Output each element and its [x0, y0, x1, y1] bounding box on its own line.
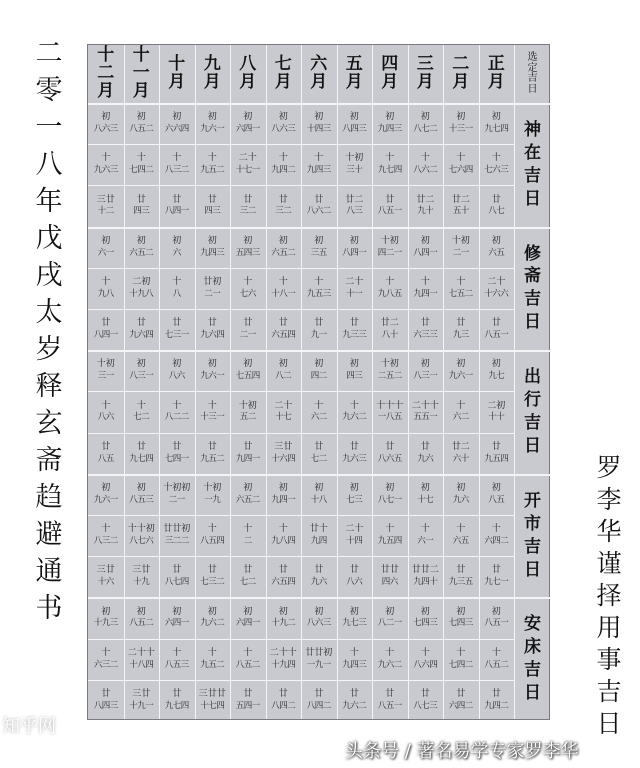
grid-line-horizontal	[88, 639, 514, 640]
day-cell: 廿二 八三	[345, 194, 364, 217]
day-cell: 廿 八四一	[93, 318, 118, 340]
title-char: 通	[35, 556, 63, 587]
day-cell: 初 八三一	[413, 359, 438, 382]
title-char: 斋	[35, 445, 63, 476]
day-cell: 十 九六三	[93, 153, 118, 176]
day-cell: 廿 五四一	[235, 689, 260, 711]
signature-char: 日	[596, 709, 622, 738]
day-cell: 廿二 五十	[451, 194, 470, 217]
grid-line-horizontal	[88, 474, 514, 475]
day-cell: 十十十 一八五	[376, 400, 404, 423]
day-cell: 初 三五	[310, 235, 327, 258]
day-cell: 十初 三一	[96, 359, 115, 382]
month-header: 二 月	[452, 54, 470, 92]
month-header: 五 月	[345, 54, 363, 92]
signature-char: 华	[596, 517, 622, 546]
day-cell: 廿 六五四	[271, 318, 296, 340]
grid-line-horizontal	[88, 680, 514, 681]
day-cell: 廿初 二一	[203, 277, 222, 299]
day-cell: 初 八二一	[377, 606, 402, 629]
day-cell: 初 七四三	[413, 606, 438, 629]
day-cell: 十 八二二	[164, 400, 189, 423]
month-header: 六 月	[310, 54, 328, 92]
grid-line-vertical	[266, 45, 267, 719]
month-header: 正 月	[487, 54, 505, 92]
day-cell: 十初 二一	[451, 235, 470, 258]
day-cell: 廿 九五四	[484, 441, 509, 464]
grid-line-horizontal	[88, 433, 514, 434]
month-header: 十 二 月	[97, 45, 115, 101]
day-cell: 二十十 五五一	[411, 400, 439, 423]
day-cell: 三廿廿 十七四	[198, 689, 226, 711]
grid-line-horizontal	[88, 185, 514, 186]
day-cell: 廿 八五	[97, 441, 114, 464]
day-cell: 廿 七四一	[164, 441, 189, 464]
day-cell: 十 六一	[417, 524, 434, 546]
month-header: 十 一 月	[132, 45, 150, 101]
day-cell: 十 七四二	[448, 647, 473, 670]
title-char: 零	[35, 75, 63, 106]
day-cell: 廿二 六十	[451, 441, 470, 464]
grid-line-horizontal	[88, 144, 514, 145]
month-header: 八 月	[239, 54, 257, 92]
day-cell: 十初初 二一	[163, 483, 191, 505]
grid-line-horizontal	[88, 309, 514, 310]
day-cell: 十 九五二	[200, 153, 225, 176]
day-cell: 廿 九六二	[342, 689, 367, 711]
day-cell: 廿 八七	[488, 194, 505, 217]
category-label: 开 市 吉 日	[524, 490, 541, 580]
day-cell: 廿 九一	[310, 318, 327, 340]
category-label: 神 在 吉 日	[524, 119, 541, 209]
month-header: 四 月	[381, 54, 399, 92]
day-cell: 廿 九六四	[200, 318, 225, 340]
day-cell: 十 十三一	[200, 400, 225, 423]
day-cell: 初 九六一	[200, 112, 225, 134]
day-cell: 廿 九六	[417, 441, 434, 464]
day-cell: 十 九五二	[200, 647, 225, 670]
day-cell: 廿 八六	[346, 565, 363, 588]
day-cell: 十 七四二	[129, 153, 154, 176]
day-cell: 三廿 十六	[96, 565, 115, 588]
signature-char: 择	[596, 581, 622, 610]
day-cell: 廿 三二	[275, 194, 292, 217]
grid-line-vertical	[230, 45, 231, 719]
day-cell: 廿 九七四	[129, 441, 154, 464]
day-cell: 十 九六二	[377, 647, 402, 670]
day-cell: 廿 八五一	[377, 194, 402, 217]
day-cell: 十初 四二一	[377, 235, 402, 258]
month-header: 九 月	[203, 54, 221, 92]
day-cell: 廿 八五一	[484, 318, 509, 340]
day-cell: 廿 八四三	[93, 689, 118, 711]
watermark-text: 头条号 / 著名易学专家罗李华	[345, 741, 579, 762]
day-cell: 初 六	[172, 235, 182, 258]
day-cell: 初 十八	[310, 483, 327, 505]
title-char: 年	[35, 186, 63, 217]
day-cell: 初 九七	[488, 359, 505, 382]
day-cell: 十 九四三	[342, 647, 367, 670]
day-cell: 廿 八四二	[271, 689, 296, 711]
day-cell: 廿廿初 一九一	[305, 647, 333, 670]
book-title-vertical	[30, 40, 68, 622]
day-cell: 廿 八四二	[306, 689, 331, 711]
month-header: 三 月	[416, 54, 434, 92]
title-char: 八	[35, 149, 63, 180]
day-cell: 廿 八六二	[306, 194, 331, 217]
grid-line-vertical	[479, 45, 480, 719]
day-cell: 初 八五二	[129, 112, 154, 134]
day-cell: 廿 六三三	[413, 318, 438, 340]
title-char: 避	[35, 519, 63, 550]
day-cell: 廿 九三三	[342, 318, 367, 340]
day-cell: 十 八六二	[413, 153, 438, 176]
day-cell: 廿 九三	[452, 318, 469, 340]
day-cell: 廿 八七三	[413, 689, 438, 711]
day-cell: 三廿 十六四	[271, 441, 296, 464]
title-char: 太	[35, 297, 63, 328]
day-cell: 十 七六	[239, 277, 256, 299]
grid-line-horizontal	[88, 391, 514, 392]
day-cell: 初 六一	[97, 235, 114, 258]
day-cell: 十 九六二	[342, 400, 367, 423]
month-header: 七 月	[274, 54, 292, 92]
day-cell: 十 六五	[452, 524, 469, 546]
day-cell: 十 九八五	[377, 277, 402, 299]
day-cell: 廿 四三	[133, 194, 150, 217]
day-cell: 初 十四三	[306, 112, 331, 134]
day-cell: 十 八五三	[164, 647, 189, 670]
signature-char: 李	[596, 485, 622, 514]
category-label: 修 斋 吉 日	[524, 243, 541, 333]
day-cell: 廿廿二 九四十	[411, 565, 439, 588]
day-cell: 初 八六三	[271, 112, 296, 134]
day-cell: 初 八四一	[413, 235, 438, 258]
day-cell: 廿 六五四	[271, 565, 296, 588]
day-cell: 初 五四三	[235, 235, 260, 258]
day-cell: 廿 九六四	[129, 318, 154, 340]
day-cell: 十 二	[243, 524, 253, 546]
day-cell: 廿 七二	[310, 441, 327, 464]
day-cell: 二十 十四	[345, 524, 364, 546]
day-cell: 十 九七四	[377, 153, 402, 176]
day-cell: 初 八四一	[342, 235, 367, 258]
day-cell: 初 八六三	[93, 112, 118, 134]
grid-line-horizontal	[88, 227, 514, 228]
day-cell: 廿 九三五	[448, 565, 473, 588]
day-cell: 初 六四一	[235, 112, 260, 134]
day-cell: 廿 九四二	[484, 689, 509, 711]
signature-char: 事	[596, 645, 622, 674]
day-cell: 二十十 十九四	[269, 647, 297, 670]
signature-char: 罗	[596, 453, 622, 482]
day-cell: 二十 十一	[345, 277, 364, 299]
day-cell: 十 七六四	[448, 153, 473, 176]
day-cell: 初 四二	[310, 359, 327, 382]
day-cell: 十初 一九	[203, 483, 222, 505]
day-cell: 初 七四三	[448, 606, 473, 629]
grid-line-vertical	[195, 45, 196, 719]
corner-watermark: 知乎网	[2, 716, 56, 737]
grid-line-vertical	[514, 45, 515, 719]
day-cell: 初 九七四	[484, 112, 509, 134]
day-cell: 十 八三二	[93, 524, 118, 546]
month-header: 十 月	[168, 54, 186, 92]
day-cell: 十 七二	[133, 400, 150, 423]
author-signature-vertical	[590, 455, 628, 736]
day-cell: 初 六六四	[164, 112, 189, 134]
day-cell: 初 九七三	[342, 606, 367, 629]
day-cell: 廿 三二	[239, 194, 256, 217]
day-cell: 十 八五四	[200, 524, 225, 546]
day-cell: 初 八七一	[377, 483, 402, 505]
category-label: 安 床 吉 日	[524, 614, 541, 704]
day-cell: 初 七五四	[235, 359, 260, 382]
day-cell: 廿 七三一	[164, 318, 189, 340]
day-cell: 廿 八七四	[164, 565, 189, 588]
day-cell: 十 八	[172, 277, 182, 299]
title-char: 书	[35, 593, 63, 624]
day-cell: 初 四三	[346, 359, 363, 382]
day-cell: 廿廿初 三二二	[163, 524, 191, 546]
day-cell: 初 八五一	[484, 606, 509, 629]
day-cell: 二初 十九八	[129, 277, 154, 299]
day-cell: 廿二 九十	[416, 194, 435, 217]
grid-line-horizontal	[88, 556, 514, 557]
day-cell: 廿二 八十	[380, 318, 399, 340]
grid-line-vertical	[337, 45, 338, 719]
day-cell: 初 九六	[452, 483, 469, 505]
day-cell: 十 七五二	[448, 277, 473, 299]
day-cell: 初 八七二	[413, 112, 438, 134]
grid-line-vertical	[159, 45, 160, 719]
day-cell: 初 八五三	[129, 483, 154, 505]
title-char: 趋	[35, 482, 63, 513]
day-cell: 十初 三十	[345, 153, 364, 176]
day-cell: 初 九四三	[377, 112, 402, 134]
day-cell: 十 九四一	[413, 277, 438, 299]
day-cell: 十 七六三	[484, 153, 509, 176]
title-char: 一	[35, 112, 63, 143]
title-char: 戌	[35, 260, 63, 291]
title-char: 二	[35, 38, 63, 69]
day-cell: 十 八六四	[413, 647, 438, 670]
day-cell: 十 八五二	[484, 647, 509, 670]
day-cell: 十 六三二	[93, 647, 118, 670]
day-cell: 十 九四三	[306, 153, 331, 176]
day-cell: 初 十九三	[93, 606, 118, 629]
day-cell: 初 十七	[417, 483, 434, 505]
day-cell: 初 八五	[488, 483, 505, 505]
title-char: 岁	[35, 334, 63, 365]
day-cell: 初 八三一	[129, 359, 154, 382]
day-cell: 廿 四三	[204, 194, 221, 217]
day-cell: 十 九五四	[377, 524, 402, 546]
day-cell: 三廿 十二	[96, 194, 115, 217]
day-cell: 廿 七二	[239, 565, 256, 588]
grid-line-horizontal	[88, 350, 514, 351]
grid-line-vertical	[372, 45, 373, 719]
day-cell: 廿 八四一	[164, 194, 189, 217]
grid-line-vertical	[124, 45, 125, 719]
day-cell: 十 八三二	[164, 153, 189, 176]
day-cell: 十 八六	[97, 400, 114, 423]
day-cell: 初 九六一	[93, 483, 118, 505]
day-cell: 初 九四一	[271, 483, 296, 505]
day-cell: 二十 十七	[274, 400, 293, 423]
day-cell: 十十初 八七六	[127, 524, 155, 546]
signature-char: 用	[596, 613, 622, 642]
day-cell: 三廿 十九	[132, 565, 151, 588]
day-cell: 初 六五二	[129, 235, 154, 258]
day-cell: 十 九四二	[271, 153, 296, 176]
grid-line-horizontal	[88, 597, 514, 598]
day-cell: 廿 九七四	[164, 689, 189, 711]
day-cell: 初 六五	[488, 235, 505, 258]
day-cell: 十 九八四	[271, 524, 296, 546]
day-cell: 十 六四二	[484, 524, 509, 546]
signature-char: 谨	[596, 549, 622, 578]
day-cell: 廿 二一	[239, 318, 256, 340]
day-cell: 廿十 九四	[309, 524, 328, 546]
auspicious-days-table	[87, 44, 550, 720]
day-cell: 廿 八五一	[377, 689, 402, 711]
day-cell: 初 九四三	[200, 235, 225, 258]
day-cell: 初 七三	[346, 483, 363, 505]
title-char: 释	[35, 371, 63, 402]
corner-header: 选 定 吉 日	[527, 52, 538, 95]
day-cell: 十初 二五二	[377, 359, 402, 382]
day-cell: 初 八二	[275, 359, 292, 382]
grid-line-vertical	[443, 45, 444, 719]
day-cell: 廿 九五二	[200, 441, 225, 464]
day-cell: 初 八四三	[342, 112, 367, 134]
grid-line-horizontal	[88, 268, 514, 269]
day-cell: 十 十八一	[271, 277, 296, 299]
title-char: 戊	[35, 223, 63, 254]
day-cell: 二初 十十	[487, 400, 506, 423]
day-cell: 廿 九六三	[342, 441, 367, 464]
day-cell: 二十 十六六	[484, 277, 509, 299]
day-cell: 初 八六三	[306, 606, 331, 629]
day-cell: 廿 六四二	[448, 689, 473, 711]
day-cell: 廿 八六五	[377, 441, 402, 464]
category-label: 出 行 吉 日	[524, 367, 541, 456]
day-cell: 二十 十七一	[235, 153, 260, 176]
grid-line-vertical	[301, 45, 302, 719]
day-cell: 十 六二	[452, 400, 469, 423]
day-cell: 廿 九七一	[484, 565, 509, 588]
day-cell: 十 八五二	[235, 647, 260, 670]
day-cell: 初 六五二	[271, 235, 296, 258]
day-cell: 廿 九六	[310, 565, 327, 588]
signature-char: 吉	[596, 677, 622, 706]
day-cell: 十 六二	[310, 400, 327, 423]
day-cell: 初 六四一	[235, 606, 260, 629]
day-cell: 廿 九四一	[235, 441, 260, 464]
day-cell: 廿 七三二	[200, 565, 225, 588]
day-cell: 二十十 十八四	[127, 647, 155, 670]
day-cell: 初 十三一	[448, 112, 473, 134]
grid-line-vertical	[408, 45, 409, 719]
day-cell: 初 八五二	[129, 606, 154, 629]
day-cell: 初 九六一	[200, 359, 225, 382]
day-cell: 十 九八	[97, 277, 114, 299]
grid-line-horizontal	[88, 515, 514, 516]
day-cell: 初 六五二	[235, 483, 260, 505]
day-cell: 初 九六一	[448, 359, 473, 382]
day-cell: 初 六四一	[164, 606, 189, 629]
day-cell: 十 九五三	[306, 277, 331, 299]
day-cell: 初 八六	[168, 359, 185, 382]
day-cell: 三廿 十九一	[129, 689, 154, 711]
day-cell: 十初 五二	[238, 400, 257, 423]
day-cell: 初 九六二	[200, 606, 225, 629]
category-divider	[88, 103, 551, 105]
day-cell: 初 十九二	[271, 606, 296, 629]
day-cell: 廿廿 四六	[380, 565, 399, 588]
title-char: 玄	[35, 408, 63, 439]
